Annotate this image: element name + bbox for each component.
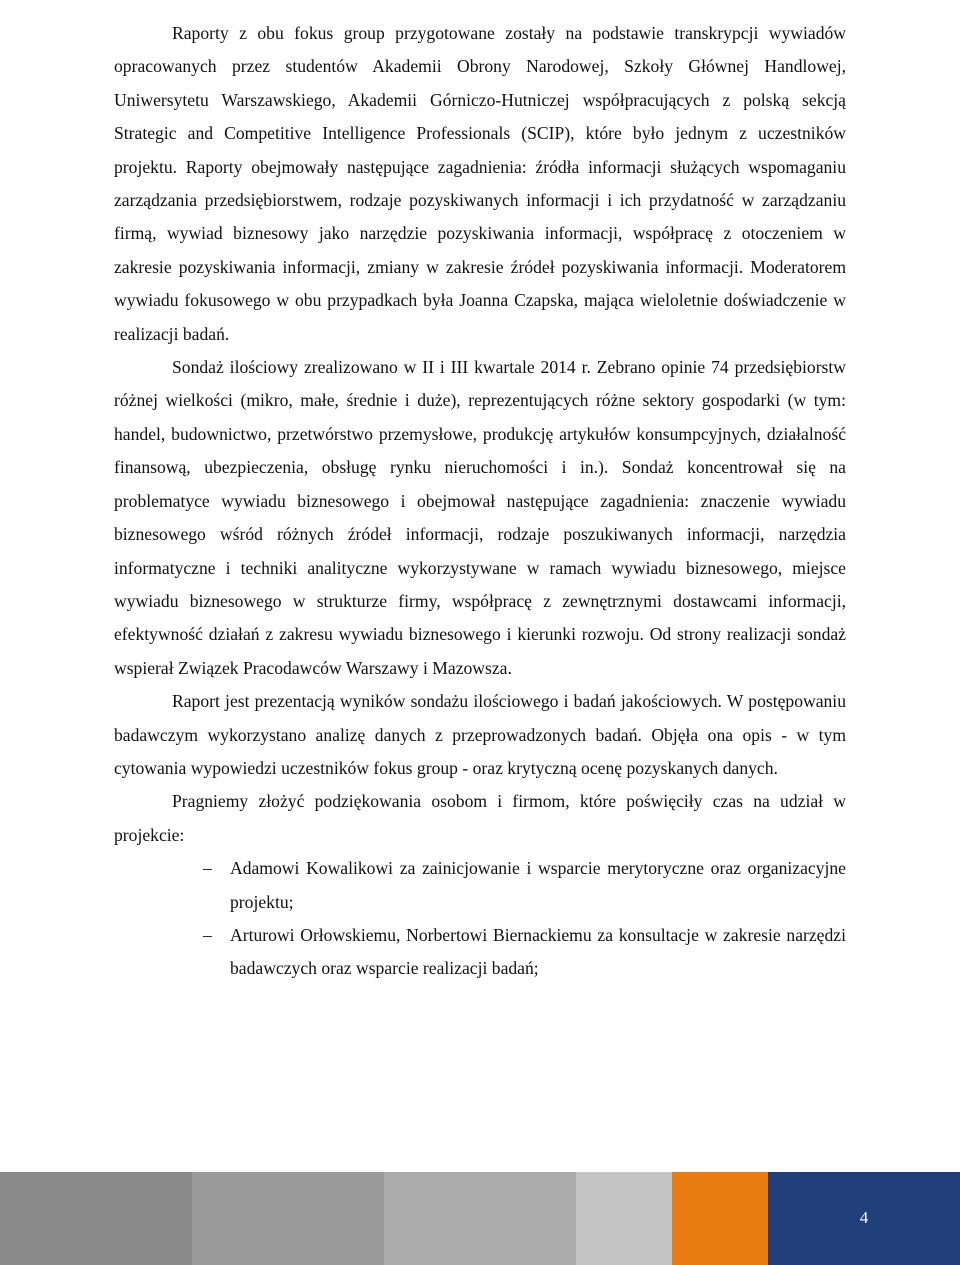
paragraph-quantitative-survey: Sondaż ilościowy zrealizowano w II i III kwartale 2014 r. Zebrano opinie 74 przedsiębiorstw różnej wielkości (mikro, małe, średnie i duże), reprezentujących różne sektory gospodarki (w tym: handel, budownictwo, przetwórstwo przemysłowe, produkcję artykułów konsumpcyjnych, działalność finansową, ubezpieczenia, obsługę rynku nieruchomości i in.). Sondaż koncentrował się na problematyce wywiadu biznesowego i obejmował następujące zagadnienia: znaczenie wywiadu biznesowego wśród różnych źródeł informacji, rodzaje poszukiwanych informacji, narzędzia informatyczne i techniki analityczne wykorzystywane w ramach wywiadu biznesowego, miejsce wywiadu biznesowego w strukturze firmy, współpracę z zewnętrznymi dostawcami informacji, efektywność działań z zakresu wywiadu biznesowego i kierunki rozwoju. Od strony realizacji sondaż wspierał Związek Pracodawców Warszawy i Mazowsza. [114,357,846,678]
paragraph-acknowledgements-intro: Pragniemy złożyć podziękowania osobom i firmom, które poświęciły czas na udział w projekcie: [114,791,846,845]
footer-stripe [576,1172,672,1265]
dash-bullet: – [203,924,212,945]
footer-stripe [0,1172,192,1265]
list-item [203,919,846,986]
list-item-text: Arturowi Orłowskiemu, Norbertowi Biernackiemu za konsultacje w zakresie narzędzi badawczych oraz wsparcie realizacji badań; [230,924,846,979]
acknowledgements-list [114,852,846,986]
list-item-text: Adamowi Kowalikowi za zainicjowanie i wsparcie merytoryczne oraz organizacyjne projektu; [230,858,846,912]
footer-stripe [192,1172,384,1265]
page-number: 4 [859,1208,869,1227]
document-body [114,17,846,986]
paragraph-focus-group-reports: Raporty z obu fokus group przygotowane zostały na podstawie transkrypcji wywiadów opracowanych przez studentów Akademii Obrony Narodowej, Szkoły Głównej Handlowej, Uniwersytetu Warszawskiego, Akademii Górniczo-Hutniczej współpracujących z polską sekcją Strategic and Competitive Intelligence Professionals (SCIP), które było jednym z uczestników projektu. Raporty obejmowały następujące zagadnienia: źródła informacji służących wspomaganiu zarządzania przedsiębiorstwem, rodzaje pozyskiwanych informacji i ich przydatność w zarządzaniu firmą, wywiad biznesowy jako narzędzie pozyskiwania informacji, współpracę z otoczeniem w zakresie pozyskiwania informacji, zmiany w zakresie źródeł pozyskiwania informacji. Moderatorem wywiadu fokusowego w obu przypadkach była Joanna Czapska, mająca wieloletnie doświadczenie w realizacji badań. [114,23,846,344]
footer-stripe [384,1172,576,1265]
list-item [203,852,846,919]
dash-bullet: – [203,858,212,879]
footer-stripe [672,1172,768,1265]
page-number-block [768,1172,960,1265]
footer-bar [0,1172,960,1265]
paragraph-report-description: Raport jest prezentacją wyników sondażu ilościowego i badań jakościowych. W postępowaniu badawczym wykorzystano analizę danych z przeprowadzonych badań. Objęła ona opis - w tym cytowania wypowiedzi uczestników fokus group - oraz krytyczną ocenę pozyskanych danych. [114,691,846,778]
